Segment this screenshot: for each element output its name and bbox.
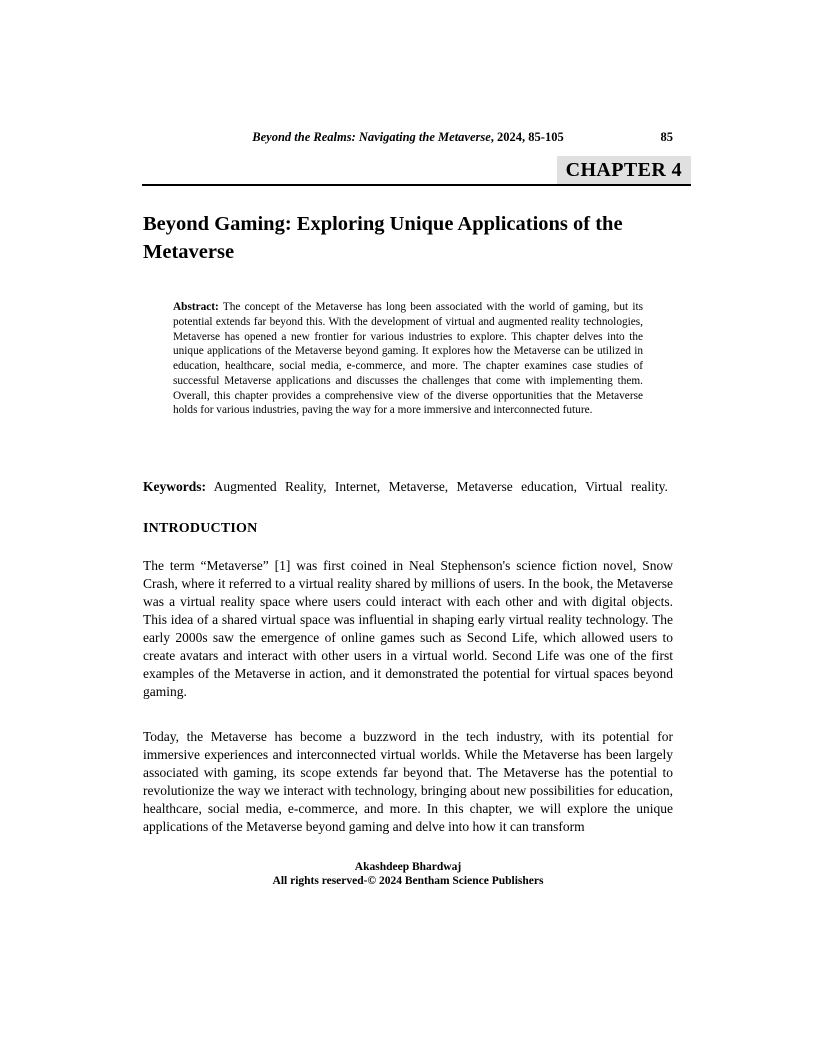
introduction-paragraph-2: Today, the Metaverse has become a buzzword in the tech industry, with its potential for immersive experiences and interconnected virtual worlds. While the Metaverse has been largely associated with gaming, its scope extends far beyond that. The Metaverse has the potential to revolutionize the way we interact with technology, bringing about new possibilities for education, healthcare, social media, e-commerce, and more. In this chapter, we will explore the unique applications of the Metaverse beyond gaming and delve into how it can transform [143, 728, 673, 834]
page-footer [143, 861, 673, 889]
keywords-text: Augmented Reality, Internet, Metaverse, Metaverse education, Virtual reality. [213, 478, 668, 494]
abstract-label: Abstract: [173, 301, 219, 314]
running-head [143, 130, 673, 147]
footer-copyright: All rights reserved-© 2024 Bentham Science Publishers [272, 874, 544, 887]
page-number: 85 [660, 130, 673, 144]
footer-author: Akashdeep Bhardwaj [354, 861, 462, 873]
chapter-rule [142, 156, 691, 186]
keywords-label: Keywords: [143, 478, 206, 494]
abstract-text: The concept of the Metaverse has long been associated with the world of gaming, but its potential extends far beyond this. With the development of virtual and augmented reality technologies, Metaverse has opened a new frontier for various industries to explore. This chapter delves into the unique applications of the Metaverse beyond gaming. It explores how the Metaverse can be utilized in education, healthcare, social media, e-commerce, and more. The chapter examines case studies of successful Metaverse applications and discusses the challenges that come with implementing them. Overall, this chapter provides a comprehensive view of the diverse opportunities that the Metaverse holds for various industries, paving the way for a more immersive and interconnected future. [173, 301, 644, 417]
chapter-title: Beyond Gaming: Exploring Unique Applications of the Metaverse [143, 212, 623, 263]
running-head-citation [143, 130, 673, 145]
abstract [173, 300, 643, 418]
introduction-heading: INTRODUCTION [143, 520, 258, 536]
running-head-citation-suffix: , 2024, 85-105 [490, 130, 564, 144]
running-head-book-title: Beyond the Realms: Navigating the Metaverse [252, 130, 491, 144]
keywords [143, 478, 673, 496]
introduction-paragraph-1: The term “Metaverse” [1] was first coined in Neal Stephenson's science fiction novel, Snow Crash, where it referred to a virtual reality shared by millions of users. In the book, the Metaverse was a virtual reality space where users could interact with each other and with digital objects. This idea of a shared virtual space was influential in shaping early virtual reality technology. The early 2000s saw the emergence of online games such as Second Life, which allowed users to create avatars and interact with other users in a virtual world. Second Life was one of the first examples of the Metaverse in action, and it demonstrated the potential for virtual spaces beyond gaming. [143, 557, 673, 699]
chapter-banner: CHAPTER 4 [557, 156, 691, 184]
